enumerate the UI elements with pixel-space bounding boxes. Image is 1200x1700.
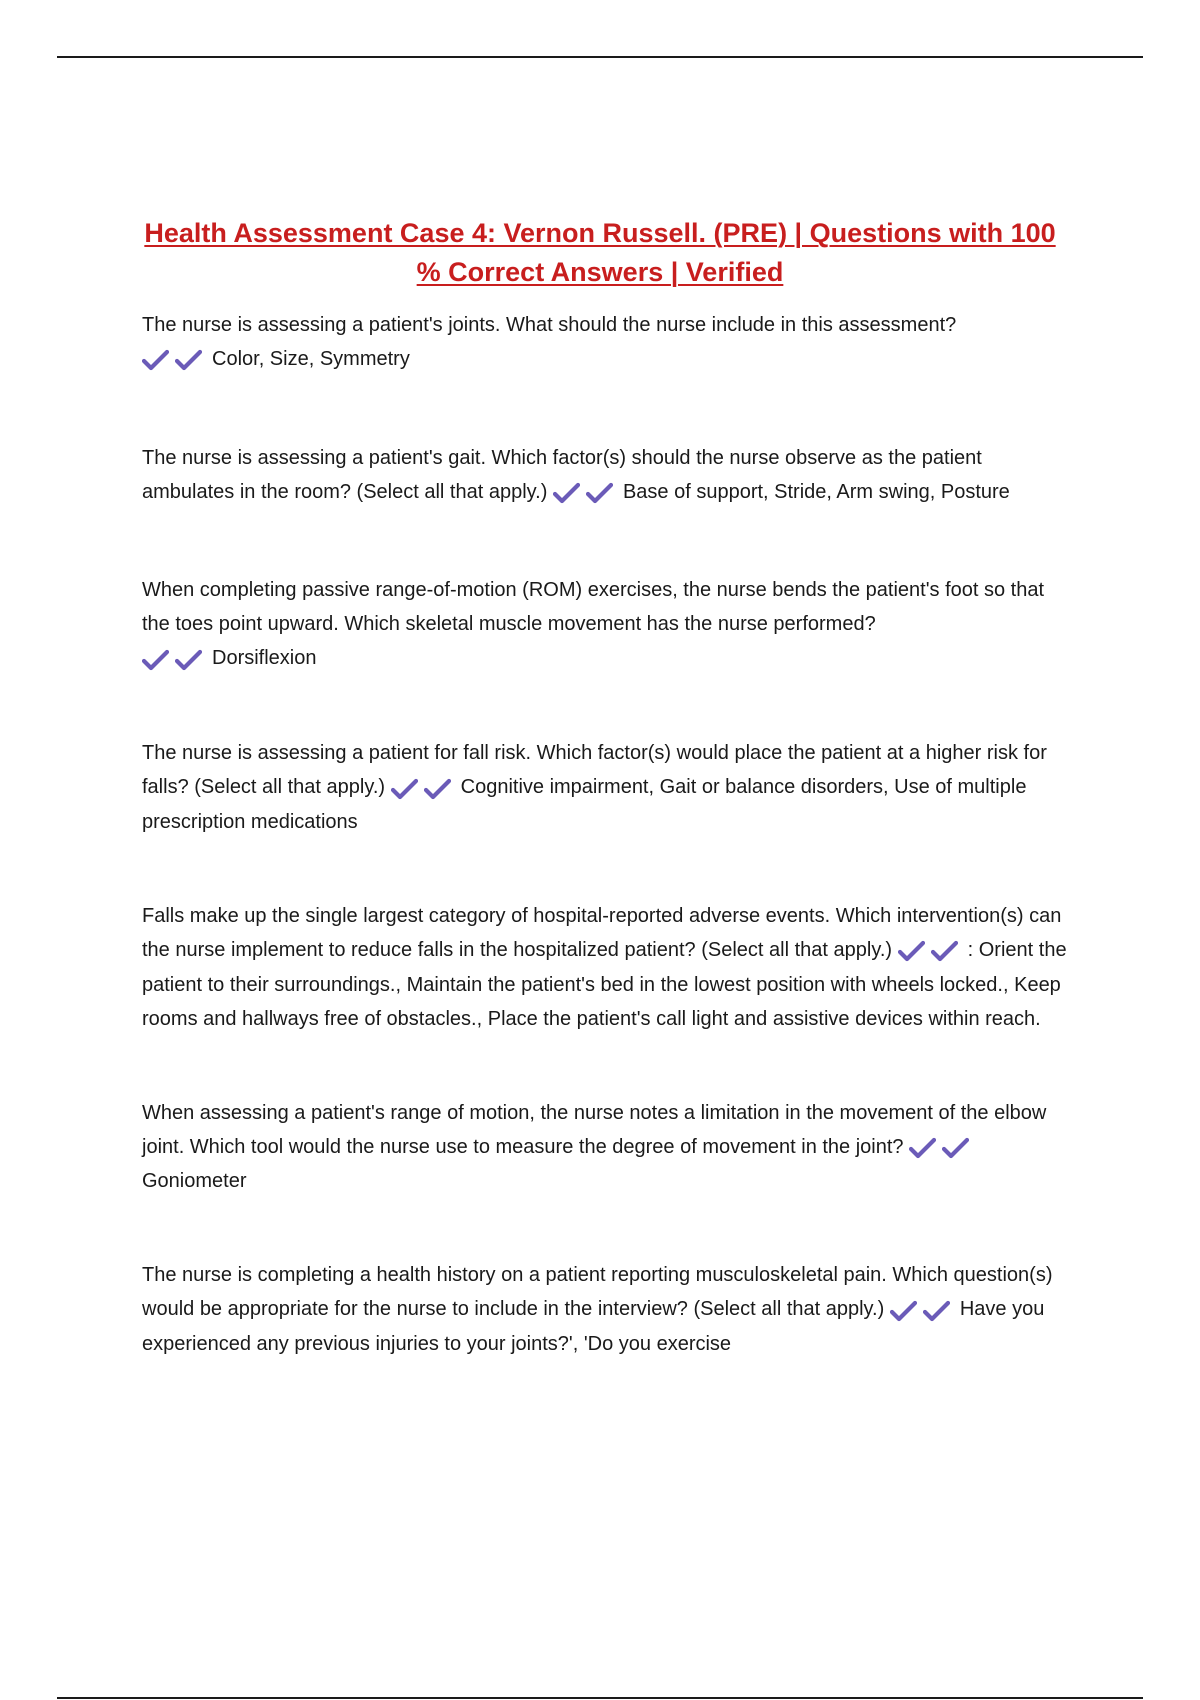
top-divider: [57, 56, 1143, 58]
answer-checkmarks: [142, 642, 208, 676]
qa-item: [142, 1096, 1072, 1199]
qa-item: [142, 441, 1072, 510]
answer-text: : Orient the patient to their surroundings., Maintain the patient's bed in the lowest position with wheels locked., Keep rooms and hallways free of obstacles., Place the patient's call light and assistive devices within reach.: [142, 938, 1067, 1030]
answer-checkmarks: [142, 343, 208, 377]
question-text: Falls make up the single largest category of hospital-reported adverse events. Which intervention(s) can the nurse implement to reduce falls in the hospitalized patient? (Select all that apply.): [142, 904, 1062, 961]
checkmark-icon: [942, 1137, 969, 1159]
checkmark-icon: [424, 778, 451, 800]
question-text: The nurse is assessing a patient for fall risk. Which factor(s) would place the patient at a higher risk for falls? (Select all that apply.): [142, 742, 1047, 799]
checkmark-icon: [931, 940, 958, 962]
answer-text: Have you experienced any previous injuries to your joints?', 'Do you exercise: [142, 1298, 1045, 1356]
checkmark-icon: [890, 1300, 917, 1322]
answer-text: Color, Size, Symmetry: [212, 348, 410, 370]
qa-list: [142, 308, 1072, 1425]
question-text: The nurse is completing a health history on a patient reporting musculoskeletal pain. Which question(s) would be appropriate for the nurse to include in the interview? (Select all that apply.): [142, 1264, 1053, 1321]
question-text: The nurse is assessing a patient's gait. Which factor(s) should the nurse observe as the patient ambulates in the room? (Select all that apply.): [142, 446, 982, 503]
answer-checkmarks: [391, 771, 457, 805]
qa-item: [142, 1258, 1072, 1361]
checkmark-icon: [586, 482, 613, 504]
checkmark-icon: [175, 349, 202, 371]
checkmark-icon: [391, 778, 418, 800]
checkmark-icon: [909, 1137, 936, 1159]
question-text: When assessing a patient's range of motion, the nurse notes a limitation in the movement of the elbow joint. Which tool would the nurse use to measure the degree of movement in the joint?: [142, 1101, 1047, 1158]
checkmark-icon: [142, 649, 169, 671]
qa-item: [142, 308, 1072, 377]
checkmark-icon: [923, 1300, 950, 1322]
document-title: Health Assessment Case 4: Vernon Russell. (PRE) | Questions with 100 % Correct Answers | Verified: [144, 218, 1056, 287]
checkmark-icon: [553, 482, 580, 504]
question-text: When completing passive range-of-motion (ROM) exercises, the nurse bends the patient's foot so that the toes point upward. Which skeletal muscle movement has the nurse performed?: [142, 579, 1045, 636]
answer-checkmarks: [898, 934, 964, 968]
checkmark-icon: [898, 940, 925, 962]
answer-text: Cognitive impairment, Gait or balance disorders, Use of multiple prescription medications: [142, 776, 1027, 833]
answer-text: Goniometer: [142, 1170, 247, 1193]
answer-checkmarks: [890, 1293, 956, 1327]
answer-checkmarks: [553, 475, 619, 509]
answer-checkmarks: [909, 1130, 975, 1164]
qa-item: [142, 573, 1072, 676]
question-text: The nurse is assessing a patient's joints. What should the nurse include in this assessment?: [142, 314, 957, 336]
bottom-divider: [57, 1697, 1143, 1699]
qa-item: [142, 899, 1072, 1036]
qa-item: [142, 736, 1072, 839]
checkmark-icon: [175, 649, 202, 671]
answer-text: Dorsiflexion: [212, 647, 317, 670]
checkmark-icon: [142, 349, 169, 371]
answer-text: Base of support, Stride, Arm swing, Posture: [622, 480, 1010, 503]
